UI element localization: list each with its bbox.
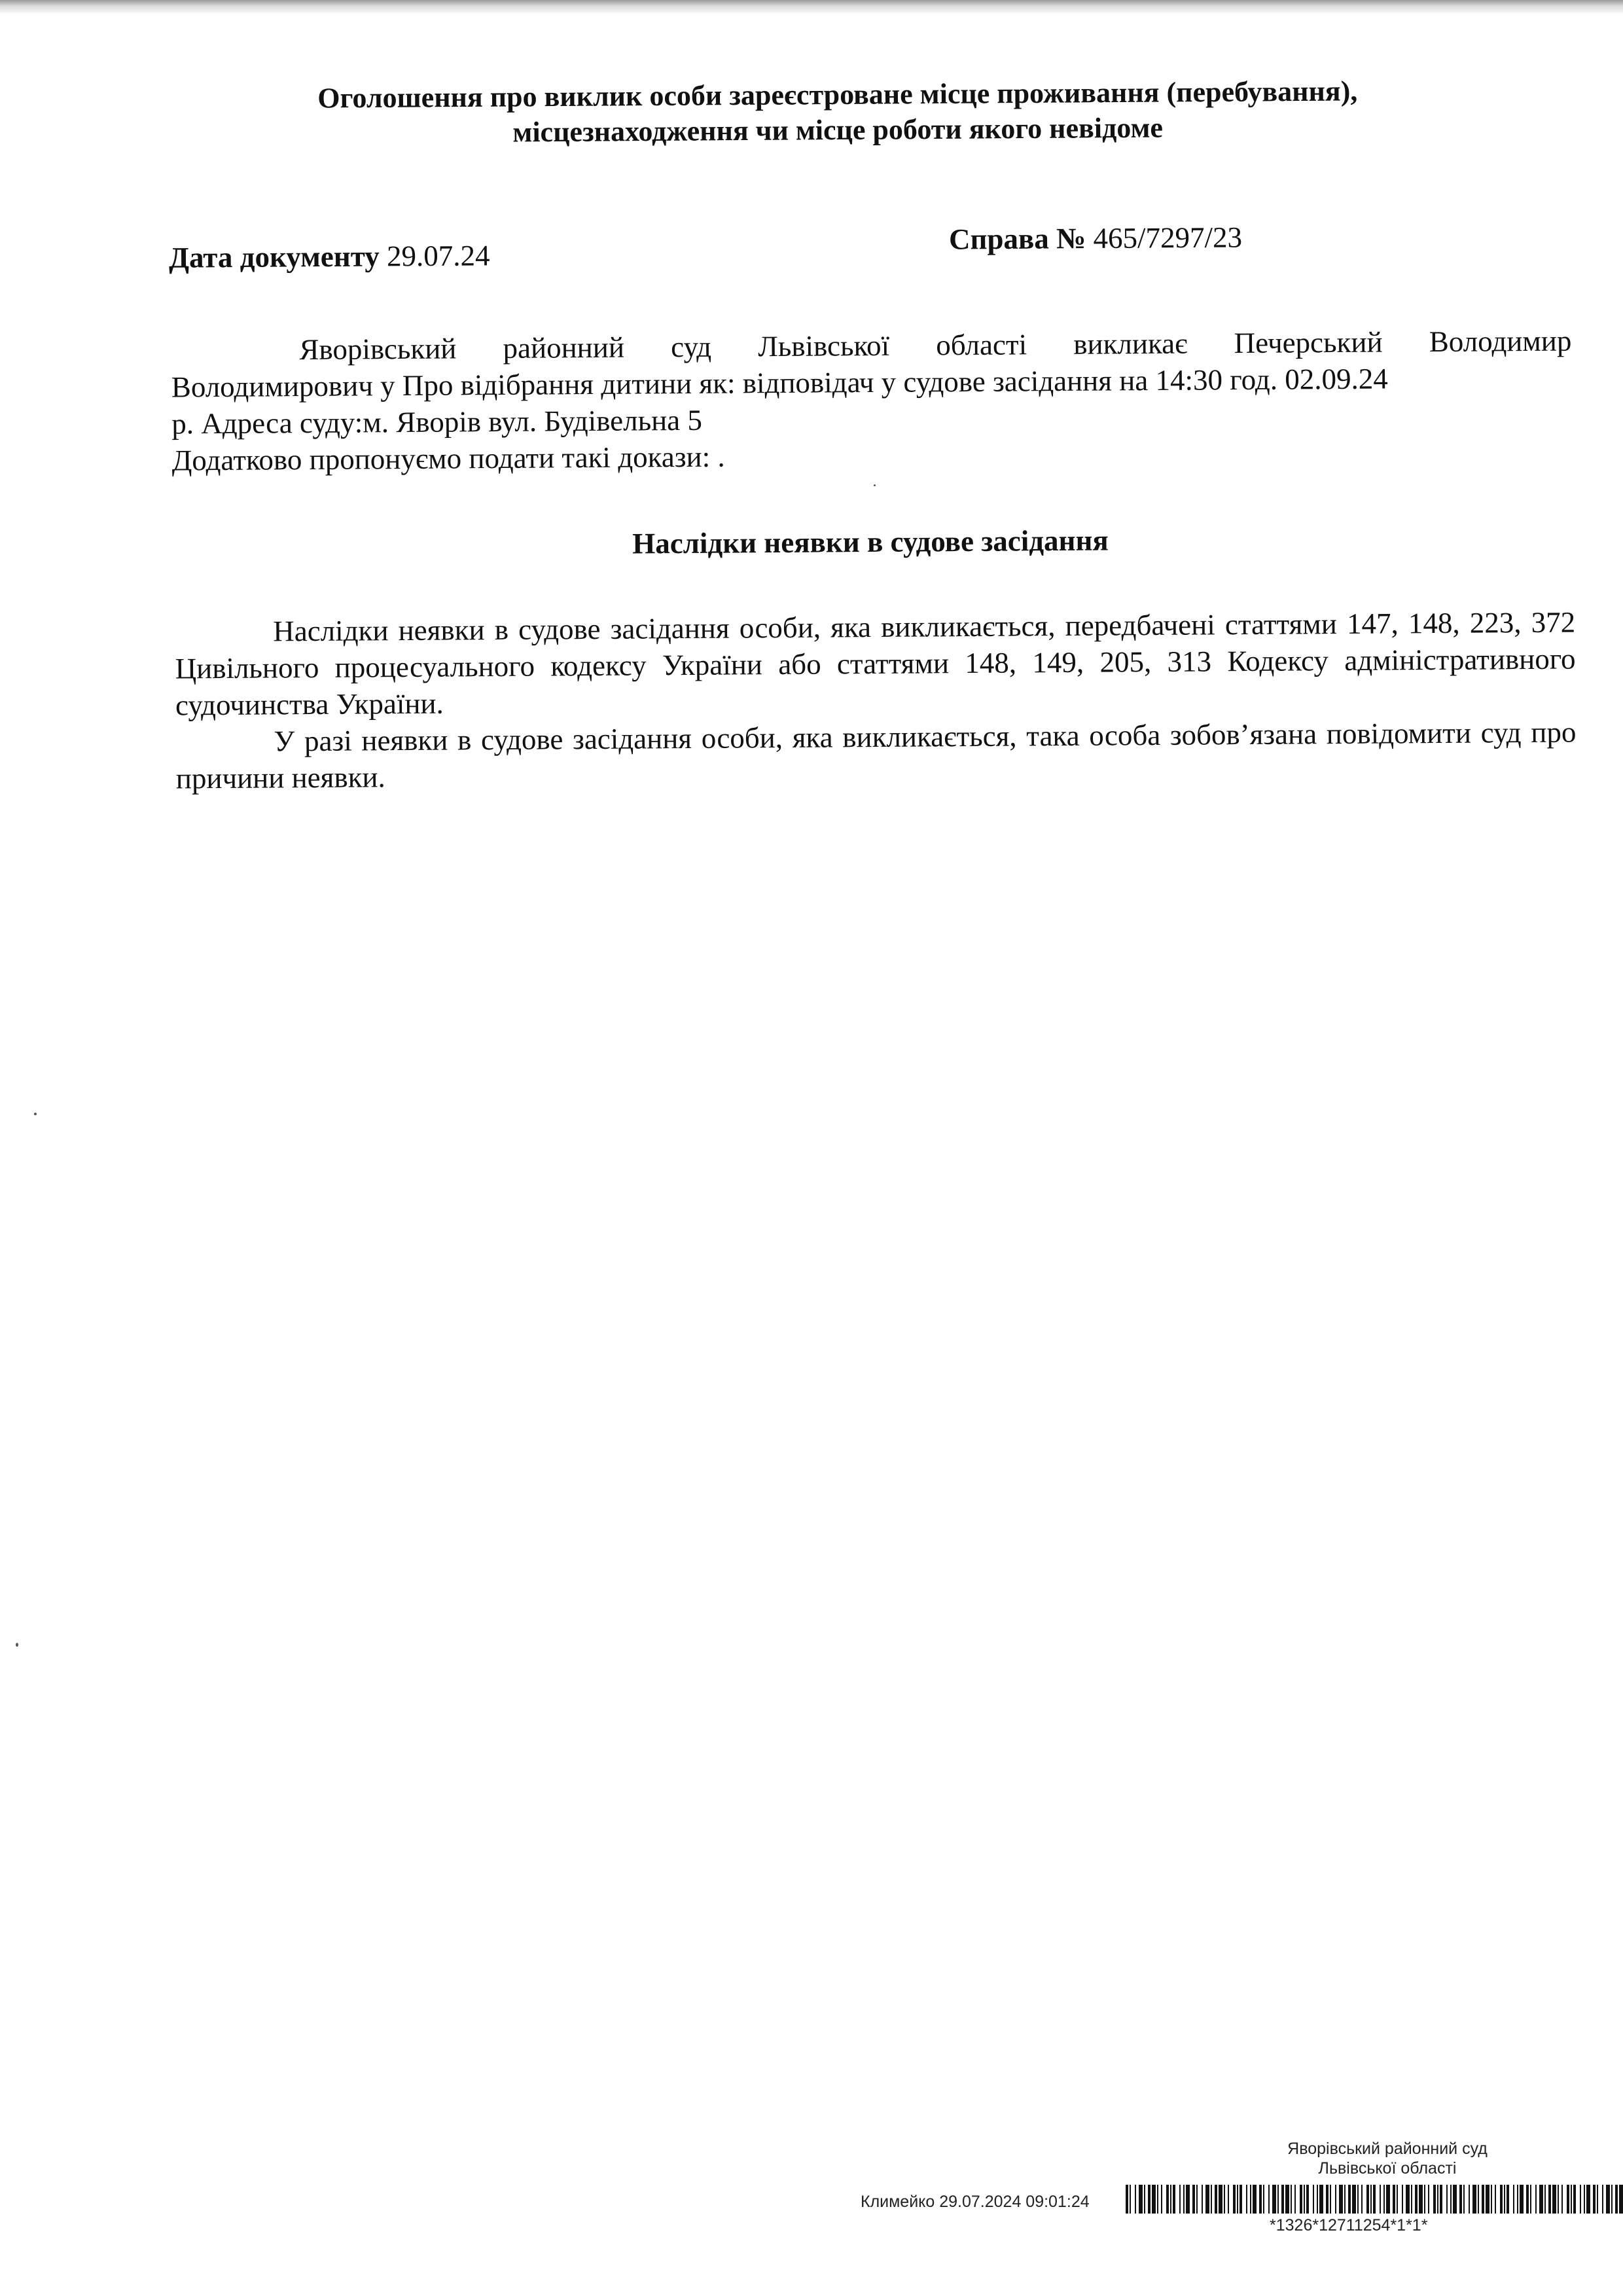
- barcode-bar: [1472, 2185, 1476, 2214]
- barcode-bar: [1237, 2185, 1238, 2214]
- document-date: [169, 238, 490, 274]
- barcode-bar: [1161, 2185, 1162, 2214]
- barcode-bar: [1211, 2185, 1212, 2214]
- barcode-bar: [1196, 2185, 1198, 2214]
- barcode-bar: [1491, 2185, 1492, 2214]
- barcode-bar: [1233, 2185, 1236, 2214]
- barcode-bar: [1402, 2185, 1403, 2214]
- barcode-bar: [1469, 2185, 1470, 2214]
- date-label: Дата документу: [168, 240, 380, 274]
- barcode-bar: [1535, 2185, 1537, 2214]
- barcode-bar: [1157, 2185, 1158, 2214]
- barcode-bar: [1419, 2185, 1423, 2214]
- barcode-bar: [1526, 2185, 1529, 2214]
- barcode-bar: [1366, 2185, 1369, 2214]
- barcode-bar: [1463, 2185, 1465, 2214]
- barcode-bar: [1317, 2185, 1318, 2214]
- scan-top-edge: [0, 0, 1623, 14]
- barcode-bar: [1450, 2185, 1452, 2214]
- barcode-bar: [1415, 2185, 1418, 2214]
- barcode-bar: [1602, 2185, 1603, 2214]
- scan-speck: [34, 1113, 37, 1115]
- barcode-bar: [1459, 2185, 1462, 2214]
- barcode-bar: [1520, 2185, 1524, 2214]
- barcode-bar: [1179, 2185, 1181, 2214]
- barcode-bar: [1544, 2185, 1546, 2214]
- barcode-bar: [1277, 2185, 1279, 2214]
- case-value: 465/7297/23: [1093, 221, 1243, 255]
- consequences-text: [175, 604, 1577, 797]
- barcode-bar: [1478, 2185, 1479, 2214]
- barcode-bar: [1411, 2185, 1412, 2214]
- barcode-bar: [1250, 2185, 1251, 2214]
- barcode-bar: [1558, 2185, 1559, 2214]
- title-line-2: місцезнаходження чи місце роботи якого невідоме: [512, 111, 1164, 149]
- court-stamp: [1243, 2139, 1531, 2178]
- barcode-bar: [1170, 2185, 1171, 2214]
- barcode-bar: [1130, 2185, 1131, 2214]
- summons-line-2: Володимирович у Про відібрання дитини як: відповідач у судове засідання на 14:30 год. 02.09.24: [171, 362, 1388, 404]
- barcode-bar: [1386, 2185, 1390, 2214]
- barcode-bar: [1205, 2185, 1209, 2214]
- barcode-bar: [1373, 2185, 1376, 2214]
- barcode-bar: [1453, 2185, 1457, 2214]
- barcode-bar: [1500, 2185, 1503, 2214]
- title-line-1: Оголошення про виклик особи зареєстроване місце проживання (перебування),: [317, 75, 1358, 115]
- barcode-bar: [1126, 2185, 1128, 2214]
- barcode-bar: [1219, 2185, 1222, 2214]
- barcode-bar: [1192, 2185, 1195, 2214]
- barcode-bar: [1186, 2185, 1190, 2214]
- consequences-paragraph-1: Наслідки неявки в судове засідання особи, яка викликається, передбачені статтями 147, 148, 223, 372 Цивільного процесуального кодексу України або статтями 148, 149, 205, 313 Кодексу адміністративного судочинства України.: [175, 605, 1576, 722]
- case-number: [949, 220, 1242, 256]
- scan-speck: [16, 1643, 18, 1647]
- barcode-bar: [1215, 2185, 1217, 2214]
- barcode-bar: [1561, 2185, 1563, 2214]
- barcode-bar: [1606, 2185, 1610, 2214]
- barcode-bar: [1446, 2185, 1448, 2214]
- barcode-bar: [1361, 2185, 1363, 2214]
- barcode-bar: [1224, 2185, 1225, 2214]
- summons-line-3: р. Адреса суду:м. Яворів вул. Будівельна 5: [171, 403, 703, 440]
- barcode-bar: [1517, 2185, 1518, 2214]
- barcode-bar: [1240, 2185, 1242, 2214]
- barcode-bar: [1306, 2185, 1309, 2214]
- barcode-bar: [1139, 2185, 1143, 2214]
- scan-speck: [874, 484, 876, 486]
- barcode-bar: [1300, 2185, 1302, 2214]
- barcode-bar: [1272, 2185, 1276, 2214]
- barcode-bar: [1482, 2185, 1484, 2214]
- barcode-bar: [1183, 2185, 1185, 2214]
- consequences-paragraph-2: У разі неявки в судове засідання особи, яка викликається, така особа зобов’язана повідомити суд про причини неявки.: [175, 715, 1577, 795]
- barcode-bar: [1228, 2185, 1229, 2214]
- barcode-bar: [1173, 2185, 1175, 2214]
- barcode-bar: [1304, 2185, 1305, 2214]
- barcode-bar: [1580, 2185, 1581, 2214]
- barcode-bar: [1253, 2185, 1257, 2214]
- barcode-bar: [1504, 2185, 1505, 2214]
- barcode-bar: [1344, 2185, 1346, 2214]
- barcode-bar: [1428, 2185, 1429, 2214]
- barcode-bar: [1586, 2185, 1590, 2214]
- summons-paragraph: [171, 323, 1573, 479]
- barcode-bar: [1552, 2185, 1556, 2214]
- barcode-bar: [1313, 2185, 1314, 2214]
- summons-line-1: Яворівський районний суд Львівської області викликає Печерський Володимир: [299, 324, 1572, 367]
- stamp-court-name: Яворівський районний суд: [1287, 2140, 1488, 2158]
- barcode-bar: [1326, 2185, 1329, 2214]
- barcode-bar: [1339, 2185, 1343, 2214]
- barcode-bar: [1495, 2185, 1496, 2214]
- barcode-bar: [1619, 2185, 1623, 2214]
- barcode-bar: [1539, 2185, 1543, 2214]
- date-value: 29.07.24: [386, 239, 490, 273]
- barcode-bar: [1281, 2185, 1284, 2214]
- barcode-bar: [1380, 2185, 1381, 2214]
- barcode-bar: [1152, 2185, 1156, 2214]
- barcode-bar: [1567, 2185, 1569, 2214]
- barcode-bar: [1486, 2185, 1489, 2214]
- barcode-bar: [1571, 2185, 1572, 2214]
- barcode-bar: [1285, 2185, 1289, 2214]
- barcode-bar: [1513, 2185, 1514, 2214]
- barcode-bar: [1246, 2185, 1247, 2214]
- barcode-bar: [1530, 2185, 1531, 2214]
- barcode-bar: [1397, 2185, 1398, 2214]
- barcode-bar: [1393, 2185, 1395, 2214]
- barcode-bar: [1357, 2185, 1359, 2214]
- registration-caption: Климейко 29.07.2024 09:01:24: [861, 2193, 1090, 2211]
- barcode-bar: [1144, 2185, 1145, 2214]
- barcode-bar: [1135, 2185, 1136, 2214]
- stamp-region: Львівської області: [1318, 2159, 1457, 2178]
- registration-row: [861, 2185, 1623, 2215]
- document-title: [196, 73, 1480, 152]
- barcode-bar: [1335, 2185, 1336, 2214]
- barcode-bar: [1507, 2185, 1509, 2214]
- barcode-bar: [1573, 2185, 1576, 2214]
- section-heading: Наслідки неявки в судове засідання: [632, 524, 1109, 560]
- barcode-bar: [1319, 2185, 1323, 2214]
- barcode-bar: [1424, 2185, 1425, 2214]
- barcode-bar: [1148, 2185, 1150, 2214]
- barcode-bar: [1294, 2185, 1296, 2214]
- barcode-bar: [1593, 2185, 1596, 2214]
- barcode-bar: [1202, 2185, 1203, 2214]
- barcode-bar: [1597, 2185, 1598, 2214]
- barcode-bar: [1615, 2185, 1618, 2214]
- barcode-bar: [1440, 2185, 1442, 2214]
- barcode-bar: [1291, 2185, 1292, 2214]
- barcode-bar: [1548, 2185, 1551, 2214]
- barcode-bar: [1584, 2185, 1585, 2214]
- summons-line-4: Додатково пропонуємо подати такі докази: .: [171, 440, 725, 477]
- barcode-bar: [1433, 2185, 1436, 2214]
- barcode-bar: [1406, 2185, 1410, 2214]
- barcode-bar: [1370, 2185, 1372, 2214]
- barcode-bar: [1611, 2185, 1613, 2214]
- barcode-bar: [1166, 2185, 1169, 2214]
- barcode-bar: [1259, 2185, 1262, 2214]
- barcode-bar: [1263, 2185, 1264, 2214]
- barcode-code: *1326*12711254*1*1*: [1270, 2216, 1428, 2234]
- barcode-bar: [1383, 2185, 1385, 2214]
- barcode-bar: [1348, 2185, 1351, 2214]
- barcode-bar: [1352, 2185, 1356, 2214]
- case-label: Справа №: [948, 222, 1086, 256]
- barcode-bar: [1330, 2185, 1331, 2214]
- barcode-image: [1126, 2185, 1623, 2214]
- barcode-bar: [1268, 2185, 1270, 2214]
- barcode-bar: [1437, 2185, 1438, 2214]
